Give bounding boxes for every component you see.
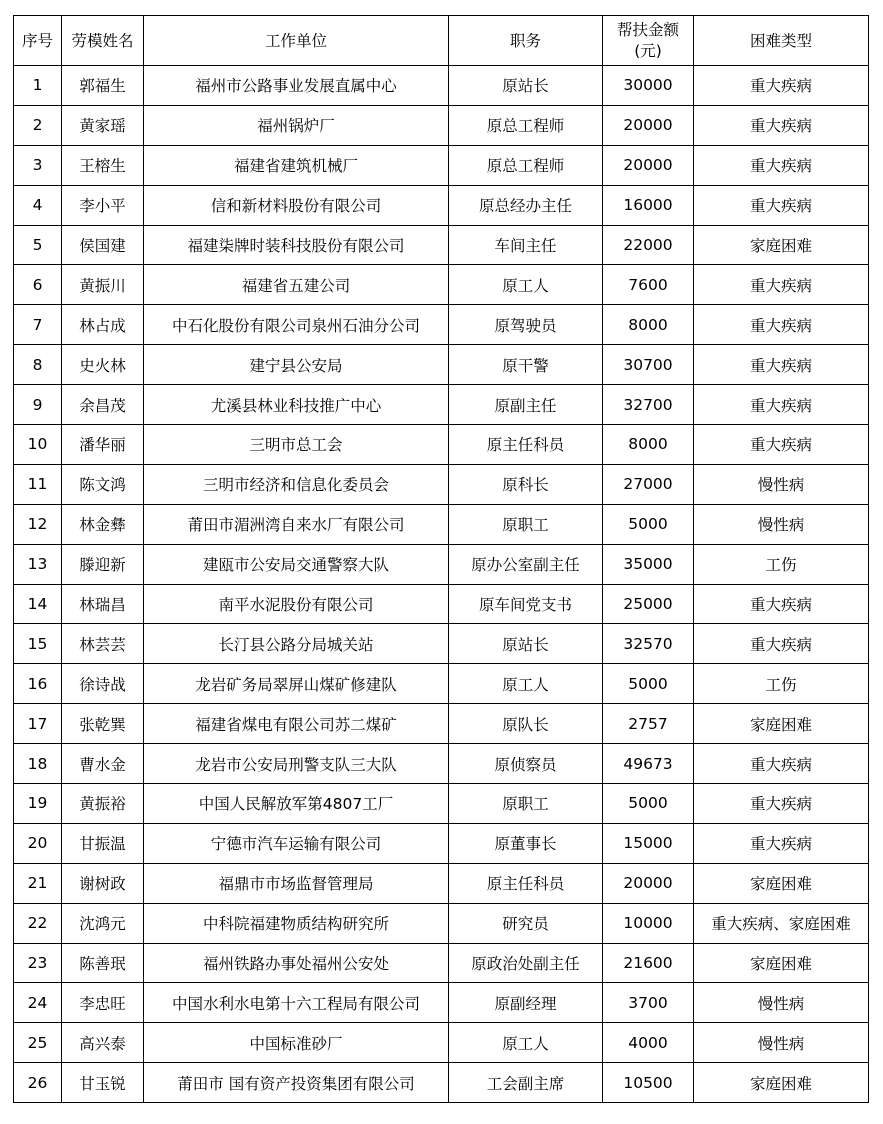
cell-name: 林金彝	[62, 504, 144, 544]
cell-index: 17	[14, 704, 62, 744]
cell-organization: 福建省五建公司	[144, 265, 449, 305]
cell-organization: 南平水泥股份有限公司	[144, 584, 449, 624]
table-row	[14, 105, 869, 145]
cell-difficulty-type: 重大疾病	[694, 823, 869, 863]
cell-difficulty-type: 重大疾病	[694, 66, 869, 106]
cell-position: 原干警	[449, 345, 603, 385]
cell-position: 原站长	[449, 624, 603, 664]
table-row	[14, 823, 869, 863]
cell-organization: 宁德市汽车运输有限公司	[144, 823, 449, 863]
cell-amount: 20000	[603, 145, 694, 185]
header-row	[14, 16, 869, 66]
table-row	[14, 544, 869, 584]
table-header	[14, 16, 869, 66]
cell-amount: 10000	[603, 903, 694, 943]
cell-difficulty-type: 重大疾病	[694, 784, 869, 824]
cell-difficulty-type: 重大疾病	[694, 584, 869, 624]
cell-index: 15	[14, 624, 62, 664]
cell-difficulty-type: 家庭困难	[694, 943, 869, 983]
table-row	[14, 943, 869, 983]
cell-position: 原队长	[449, 704, 603, 744]
cell-organization: 福州铁路办事处福州公安处	[144, 943, 449, 983]
cell-organization: 福鼎市市场监督管理局	[144, 863, 449, 903]
cell-index: 24	[14, 983, 62, 1023]
cell-organization: 信和新材料股份有限公司	[144, 185, 449, 225]
table-row	[14, 863, 869, 903]
cell-difficulty-type: 重大疾病	[694, 425, 869, 465]
cell-position: 原科长	[449, 464, 603, 504]
table-row	[14, 664, 869, 704]
assistance-table-container	[13, 15, 869, 1103]
cell-index: 19	[14, 784, 62, 824]
cell-name: 曹水金	[62, 744, 144, 784]
cell-organization: 莆田市湄洲湾自来水厂有限公司	[144, 504, 449, 544]
header-amount-unit: (元)	[634, 41, 662, 60]
cell-amount: 22000	[603, 225, 694, 265]
cell-name: 滕迎新	[62, 544, 144, 584]
cell-position: 原主任科员	[449, 863, 603, 903]
table-row	[14, 464, 869, 504]
cell-position: 原主任科员	[449, 425, 603, 465]
table-row	[14, 624, 869, 664]
cell-amount: 25000	[603, 584, 694, 624]
cell-position: 原侦察员	[449, 744, 603, 784]
table-row	[14, 265, 869, 305]
table-row	[14, 1023, 869, 1063]
cell-position: 车间主任	[449, 225, 603, 265]
cell-amount: 49673	[603, 744, 694, 784]
cell-index: 11	[14, 464, 62, 504]
table-row	[14, 1063, 869, 1103]
cell-amount: 8000	[603, 305, 694, 345]
cell-position: 原车间党支书	[449, 584, 603, 624]
cell-index: 8	[14, 345, 62, 385]
cell-difficulty-type: 家庭困难	[694, 704, 869, 744]
cell-organization: 三明市经济和信息化委员会	[144, 464, 449, 504]
cell-index: 20	[14, 823, 62, 863]
cell-amount: 21600	[603, 943, 694, 983]
cell-name: 侯国建	[62, 225, 144, 265]
cell-position: 原副经理	[449, 983, 603, 1023]
cell-amount: 7600	[603, 265, 694, 305]
header-amount-label: 帮扶金额	[616, 20, 679, 39]
table-row	[14, 704, 869, 744]
cell-position: 原工人	[449, 265, 603, 305]
header-amount	[603, 16, 694, 66]
table-row	[14, 784, 869, 824]
cell-name: 谢树政	[62, 863, 144, 903]
cell-name: 史火林	[62, 345, 144, 385]
cell-amount: 2757	[603, 704, 694, 744]
cell-difficulty-type: 重大疾病	[694, 185, 869, 225]
cell-amount: 20000	[603, 863, 694, 903]
cell-index: 5	[14, 225, 62, 265]
cell-index: 3	[14, 145, 62, 185]
cell-organization: 福建省煤电有限公司苏二煤矿	[144, 704, 449, 744]
table-row	[14, 185, 869, 225]
cell-organization: 建瓯市公安局交通警察大队	[144, 544, 449, 584]
cell-position: 原职工	[449, 504, 603, 544]
cell-name: 甘振温	[62, 823, 144, 863]
cell-name: 陈文鸿	[62, 464, 144, 504]
table-row	[14, 744, 869, 784]
cell-difficulty-type: 家庭困难	[694, 863, 869, 903]
cell-difficulty-type: 慢性病	[694, 983, 869, 1023]
cell-index: 14	[14, 584, 62, 624]
cell-index: 26	[14, 1063, 62, 1103]
cell-index: 6	[14, 265, 62, 305]
table-row	[14, 983, 869, 1023]
cell-position: 原工人	[449, 664, 603, 704]
cell-position: 原董事长	[449, 823, 603, 863]
cell-position: 原总经办主任	[449, 185, 603, 225]
cell-difficulty-type: 慢性病	[694, 1023, 869, 1063]
header-position: 职务	[449, 16, 603, 66]
cell-difficulty-type: 重大疾病	[694, 624, 869, 664]
cell-name: 高兴泰	[62, 1023, 144, 1063]
cell-organization: 尤溪县林业科技推广中心	[144, 385, 449, 425]
cell-position: 原总工程师	[449, 105, 603, 145]
cell-difficulty-type: 工伤	[694, 544, 869, 584]
header-difficulty-type: 困难类型	[694, 16, 869, 66]
cell-name: 沈鸿元	[62, 903, 144, 943]
cell-index: 18	[14, 744, 62, 784]
model-worker-assistance-table	[13, 15, 869, 1103]
cell-organization: 福州市公路事业发展直属中心	[144, 66, 449, 106]
cell-name: 徐诗战	[62, 664, 144, 704]
cell-difficulty-type: 重大疾病	[694, 105, 869, 145]
cell-amount: 8000	[603, 425, 694, 465]
cell-organization: 福建柒牌时装科技股份有限公司	[144, 225, 449, 265]
cell-name: 潘华丽	[62, 425, 144, 465]
cell-organization: 中科院福建物质结构研究所	[144, 903, 449, 943]
cell-index: 9	[14, 385, 62, 425]
cell-name: 李小平	[62, 185, 144, 225]
table-row	[14, 504, 869, 544]
cell-position: 原政治处副主任	[449, 943, 603, 983]
table-row	[14, 903, 869, 943]
cell-index: 16	[14, 664, 62, 704]
cell-name: 黄振川	[62, 265, 144, 305]
cell-difficulty-type: 工伤	[694, 664, 869, 704]
cell-position: 原驾驶员	[449, 305, 603, 345]
cell-amount: 5000	[603, 784, 694, 824]
cell-organization: 中国标准砂厂	[144, 1023, 449, 1063]
table-row	[14, 305, 869, 345]
cell-amount: 3700	[603, 983, 694, 1023]
cell-name: 郭福生	[62, 66, 144, 106]
table-row	[14, 345, 869, 385]
cell-index: 25	[14, 1023, 62, 1063]
table-row	[14, 66, 869, 106]
cell-position: 原职工	[449, 784, 603, 824]
cell-amount: 5000	[603, 504, 694, 544]
cell-difficulty-type: 重大疾病	[694, 145, 869, 185]
cell-index: 21	[14, 863, 62, 903]
cell-organization: 中国人民解放军第4807工厂	[144, 784, 449, 824]
cell-difficulty-type: 家庭困难	[694, 225, 869, 265]
cell-organization: 中国水利水电第十六工程局有限公司	[144, 983, 449, 1023]
cell-position: 原办公室副主任	[449, 544, 603, 584]
cell-name: 林占成	[62, 305, 144, 345]
cell-difficulty-type: 重大疾病、家庭困难	[694, 903, 869, 943]
cell-name: 陈善珉	[62, 943, 144, 983]
cell-index: 1	[14, 66, 62, 106]
cell-name: 黄振裕	[62, 784, 144, 824]
cell-difficulty-type: 重大疾病	[694, 744, 869, 784]
cell-index: 4	[14, 185, 62, 225]
cell-amount: 30000	[603, 66, 694, 106]
cell-name: 余昌茂	[62, 385, 144, 425]
table-row	[14, 145, 869, 185]
cell-index: 10	[14, 425, 62, 465]
table-row	[14, 425, 869, 465]
table-body	[14, 66, 869, 1103]
cell-organization: 三明市总工会	[144, 425, 449, 465]
cell-position: 原副主任	[449, 385, 603, 425]
table-row	[14, 225, 869, 265]
cell-organization: 龙岩矿务局翠屏山煤矿修建队	[144, 664, 449, 704]
cell-position: 原工人	[449, 1023, 603, 1063]
cell-organization: 中石化股份有限公司泉州石油分公司	[144, 305, 449, 345]
table-row	[14, 584, 869, 624]
cell-amount: 20000	[603, 105, 694, 145]
cell-position: 工会副主席	[449, 1063, 603, 1103]
cell-amount: 27000	[603, 464, 694, 504]
cell-name: 林芸芸	[62, 624, 144, 664]
header-name: 劳模姓名	[62, 16, 144, 66]
cell-organization: 莆田市 国有资产投资集团有限公司	[144, 1063, 449, 1103]
cell-organization: 建宁县公安局	[144, 345, 449, 385]
cell-index: 13	[14, 544, 62, 584]
cell-index: 22	[14, 903, 62, 943]
cell-difficulty-type: 慢性病	[694, 464, 869, 504]
table-row	[14, 385, 869, 425]
cell-difficulty-type: 重大疾病	[694, 305, 869, 345]
cell-organization: 龙岩市公安局刑警支队三大队	[144, 744, 449, 784]
cell-name: 张乾巽	[62, 704, 144, 744]
cell-organization: 福州锅炉厂	[144, 105, 449, 145]
cell-index: 12	[14, 504, 62, 544]
cell-index: 23	[14, 943, 62, 983]
cell-organization: 长汀县公路分局城关站	[144, 624, 449, 664]
cell-amount: 30700	[603, 345, 694, 385]
cell-name: 甘玉锐	[62, 1063, 144, 1103]
cell-name: 黄家瑶	[62, 105, 144, 145]
header-index: 序号	[14, 16, 62, 66]
cell-difficulty-type: 重大疾病	[694, 345, 869, 385]
cell-index: 7	[14, 305, 62, 345]
cell-name: 李忠旺	[62, 983, 144, 1023]
cell-amount: 16000	[603, 185, 694, 225]
cell-organization: 福建省建筑机械厂	[144, 145, 449, 185]
cell-index: 2	[14, 105, 62, 145]
cell-amount: 4000	[603, 1023, 694, 1063]
cell-name: 林瑞昌	[62, 584, 144, 624]
cell-difficulty-type: 慢性病	[694, 504, 869, 544]
cell-difficulty-type: 重大疾病	[694, 265, 869, 305]
cell-position: 原总工程师	[449, 145, 603, 185]
cell-amount: 35000	[603, 544, 694, 584]
header-organization: 工作单位	[144, 16, 449, 66]
cell-name: 王榕生	[62, 145, 144, 185]
cell-amount: 32700	[603, 385, 694, 425]
cell-amount: 10500	[603, 1063, 694, 1103]
cell-amount: 32570	[603, 624, 694, 664]
cell-difficulty-type: 家庭困难	[694, 1063, 869, 1103]
cell-difficulty-type: 重大疾病	[694, 385, 869, 425]
cell-position: 研究员	[449, 903, 603, 943]
cell-position: 原站长	[449, 66, 603, 106]
cell-amount: 15000	[603, 823, 694, 863]
cell-amount: 5000	[603, 664, 694, 704]
